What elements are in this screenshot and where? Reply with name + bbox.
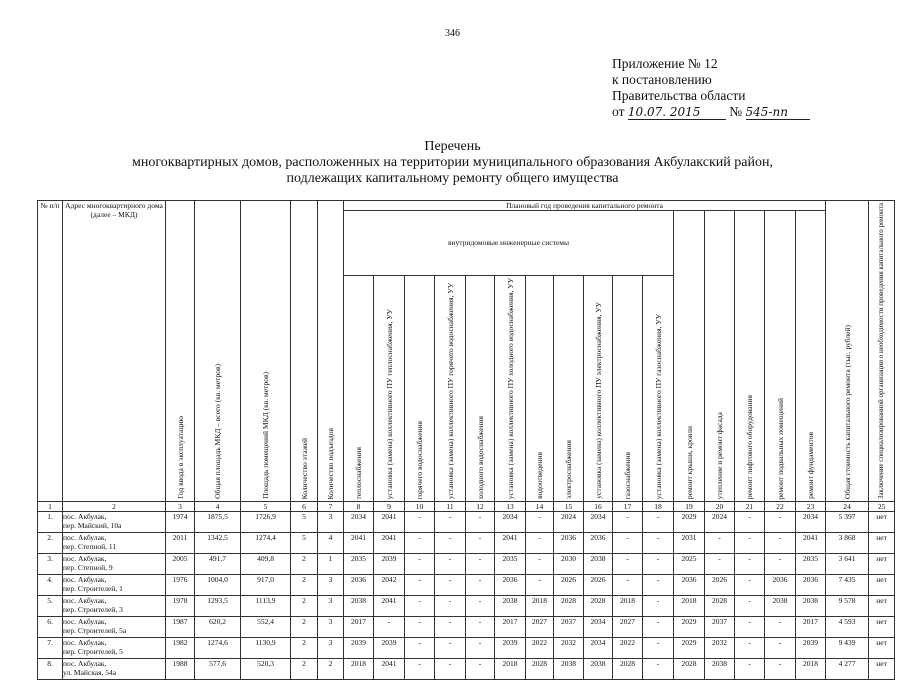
column-number: 10 (405, 502, 435, 512)
table-cell: 2038 (705, 659, 735, 680)
mkd-table (37, 200, 895, 680)
col-header-basement: ремонт подвальных помещений (765, 211, 796, 502)
column-number: 13 (495, 502, 526, 512)
appendix-date-line (612, 104, 810, 120)
table-cell: 2 (291, 659, 318, 680)
table-cell: 3 (318, 617, 344, 638)
table-cell: - (643, 554, 674, 575)
table-cell: 2041 (495, 533, 526, 554)
table-cell: нет (869, 617, 895, 638)
table-cell: 1 (318, 554, 344, 575)
column-number: 22 (765, 502, 796, 512)
table-cell: 2011 (166, 533, 195, 554)
col-header-electricity-meter: установка (замена) коллективного ПУ электроснабжения, УУ (584, 275, 613, 501)
appendix-title: Приложение № 12 (612, 56, 718, 71)
table-cell: 2036 (584, 533, 613, 554)
table-cell: 2025 (674, 554, 705, 575)
column-number: 16 (584, 502, 613, 512)
column-numbers-row (38, 502, 895, 512)
address-street: пер. Степной, 11 (63, 542, 117, 552)
col-header-gas: газоснабжения (613, 275, 643, 501)
table-cell: 2022 (613, 638, 643, 659)
table-cell: 2029 (674, 512, 705, 533)
column-number: 1 (38, 502, 63, 512)
table-cell: 2035 (495, 554, 526, 575)
table-cell: 2039 (495, 638, 526, 659)
table-cell: 2034 (584, 617, 613, 638)
table-cell: - (405, 659, 435, 680)
column-number: 21 (735, 502, 765, 512)
table-cell: - (765, 659, 796, 680)
table-cell: 2036 (495, 575, 526, 596)
table-cell: 2039 (374, 638, 405, 659)
table-cell: - (435, 554, 466, 575)
table-cell: 1875,5 (195, 512, 241, 533)
column-number: 12 (466, 502, 495, 512)
table-cell: 2036 (554, 533, 584, 554)
table-cell: 2017 (796, 617, 826, 638)
table-row (38, 575, 895, 596)
address-street: пер. Строителей, 5 (63, 647, 123, 657)
table-cell: - (466, 638, 495, 659)
table-cell: нет (869, 533, 895, 554)
table-row (38, 596, 895, 617)
table-cell: - (643, 617, 674, 638)
table-cell: 2036 (796, 575, 826, 596)
table-cell: 2038 (344, 596, 374, 617)
address-street: ул. Майская, 54а (63, 668, 117, 678)
col-header-drainage: водоотведения (526, 275, 554, 501)
col-header-hot-water-meter: установка (замена) коллективного ПУ горячего водоснабжения, УУ (435, 275, 466, 501)
table-cell: 552,4 (241, 617, 291, 638)
table-cell: - (526, 512, 554, 533)
table-cell: - (526, 533, 554, 554)
table-cell: 2038 (584, 554, 613, 575)
table-cell: 9 439 (826, 638, 869, 659)
table-cell: 2005 (166, 554, 195, 575)
table-cell: 2 (291, 575, 318, 596)
table-cell: - (466, 659, 495, 680)
table-cell: 2031 (674, 533, 705, 554)
table-cell: 2037 (554, 617, 584, 638)
table-cell: 2039 (796, 638, 826, 659)
doc-title: Перечень (424, 139, 481, 154)
table-cell: 2035 (796, 554, 826, 575)
table-cell: 2041 (374, 596, 405, 617)
table-cell: 1987 (166, 617, 195, 638)
table-cell: 577,6 (195, 659, 241, 680)
doc-subtitle-2: подлежащих капитальному ремонту общего имущества (286, 171, 619, 186)
col-header-heating-meter: установка (замена) коллективного ПУ теплоснабжения, УУ (374, 275, 405, 501)
table-cell: - (735, 596, 765, 617)
table-cell: 2027 (613, 617, 643, 638)
table-cell: - (643, 533, 674, 554)
table-cell: - (735, 617, 765, 638)
table-cell: 2035 (344, 554, 374, 575)
table-cell: - (765, 638, 796, 659)
table-cell: - (735, 512, 765, 533)
row-address (63, 512, 166, 533)
table-cell: 2022 (526, 638, 554, 659)
table-row (38, 533, 895, 554)
column-number: 23 (796, 502, 826, 512)
table-cell: 2039 (374, 554, 405, 575)
table-cell: 2034 (796, 512, 826, 533)
row-address (63, 596, 166, 617)
column-number: 20 (705, 502, 735, 512)
table-cell: нет (869, 638, 895, 659)
table-row (38, 659, 895, 680)
table-cell: 2038 (796, 596, 826, 617)
row-address (63, 575, 166, 596)
table-cell: 1004,0 (195, 575, 241, 596)
table-cell: 491,7 (195, 554, 241, 575)
table-cell: - (405, 617, 435, 638)
table-cell: - (405, 512, 435, 533)
table-cell: 2018 (796, 659, 826, 680)
table-cell: 2028 (674, 659, 705, 680)
row-address (63, 617, 166, 638)
table-cell: 1342,5 (195, 533, 241, 554)
row-number: 6. (38, 617, 63, 638)
table-cell: - (466, 575, 495, 596)
table-cell: - (435, 617, 466, 638)
table-row (38, 617, 895, 638)
col-header-systems: внутридомовые инженерные системы (344, 211, 674, 276)
column-number: 14 (526, 502, 554, 512)
table-cell: - (374, 617, 405, 638)
column-number: 5 (241, 502, 291, 512)
table-cell: 2038 (765, 596, 796, 617)
col-header-year: Год ввода в эксплуатацию (166, 201, 195, 502)
column-number: 18 (643, 502, 674, 512)
table-cell: 620,2 (195, 617, 241, 638)
table-cell: 2 (291, 554, 318, 575)
row-address (63, 659, 166, 680)
table-cell: - (435, 533, 466, 554)
table-cell: 520,3 (241, 659, 291, 680)
table-cell: 1274,6 (195, 638, 241, 659)
appendix-number-sign: № (729, 104, 743, 119)
table-cell: 2024 (554, 512, 584, 533)
address-street: пер. Степной, 9 (63, 563, 113, 573)
table-cell: 2041 (374, 533, 405, 554)
table-cell: 2036 (765, 575, 796, 596)
appendix-resolution: к постановлению (612, 72, 712, 87)
column-number: 4 (195, 502, 241, 512)
table-cell: - (643, 596, 674, 617)
col-header-electricity: электроснабжения (554, 275, 584, 501)
row-address (63, 554, 166, 575)
column-number: 24 (826, 502, 869, 512)
col-header-gas-meter: установка (замена) коллективного ПУ газоснабжения, УУ (643, 275, 674, 501)
doc-subtitle-1: многоквартирных домов, расположенных на территории муниципального образования Акбулакский район, (132, 155, 773, 170)
column-number: 9 (374, 502, 405, 512)
table-cell: 2034 (584, 512, 613, 533)
row-number: 3. (38, 554, 63, 575)
table-cell: - (435, 575, 466, 596)
table-cell: 2029 (674, 617, 705, 638)
row-number: 5. (38, 596, 63, 617)
address-street: пер. Строителей, 5а (63, 626, 127, 636)
table-cell: 2041 (374, 512, 405, 533)
table-cell: 2029 (674, 638, 705, 659)
address-settlement: пос. Акбулак, (63, 659, 107, 669)
table-cell: 2028 (526, 659, 554, 680)
col-header-area-rooms: Площадь помещений МКД (кв. метров) (241, 201, 291, 502)
table-cell: 2034 (344, 512, 374, 533)
table-cell: - (613, 512, 643, 533)
table-row (38, 554, 895, 575)
table-cell: 917,0 (241, 575, 291, 596)
table-cell: 2018 (495, 659, 526, 680)
col-header-floors: Количество этажей (291, 201, 318, 502)
table-row (38, 638, 895, 659)
table-cell: 5 (291, 512, 318, 533)
table-cell: 2034 (584, 638, 613, 659)
address-street: пер. Строителей, 1 (63, 584, 123, 594)
col-header-facade: утепление и ремонт фасада (705, 211, 735, 502)
column-number: 11 (435, 502, 466, 512)
col-header-cold-water: холодного водоснабжения (466, 275, 495, 501)
table-cell: 2024 (705, 512, 735, 533)
address-settlement: пос. Акбулак, (63, 533, 107, 543)
table-cell: - (765, 512, 796, 533)
table-cell: - (643, 638, 674, 659)
table-cell: 2028 (613, 659, 643, 680)
table-cell: 7 435 (826, 575, 869, 596)
row-address (63, 533, 166, 554)
table-cell: 2042 (374, 575, 405, 596)
table-cell: нет (869, 512, 895, 533)
column-number: 2 (63, 502, 166, 512)
col-header-conclusion: Заключение специализированной организации о необходимости проведения капитального ремонта (869, 201, 895, 502)
table-cell: - (466, 533, 495, 554)
table-cell: 1726,9 (241, 512, 291, 533)
address-settlement: пос. Акбулак, (63, 617, 107, 627)
table-cell: 3 (318, 638, 344, 659)
page-number: 346 (445, 28, 460, 39)
table-cell: 3 (318, 512, 344, 533)
table-cell: - (705, 554, 735, 575)
address-street: пер. Майский, 10а (63, 521, 122, 531)
table-cell: - (435, 512, 466, 533)
table-cell: нет (869, 554, 895, 575)
table-cell: - (765, 554, 796, 575)
table-cell: 2036 (674, 575, 705, 596)
row-number: 4. (38, 575, 63, 596)
col-header-foundation: ремонт фундаментов (796, 211, 826, 502)
table-cell: 2038 (584, 659, 613, 680)
column-number: 17 (613, 502, 643, 512)
table-cell: 2039 (344, 638, 374, 659)
table-cell: - (405, 596, 435, 617)
address-settlement: пос. Акбулак, (63, 638, 107, 648)
table-cell: 1982 (166, 638, 195, 659)
address-street: пер. Строителей, 3 (63, 605, 123, 615)
col-header-cold-water-meter: установка (замена) коллективного ПУ холодного водоснабжения, УУ (495, 275, 526, 501)
appendix-date: 10.07. 2015 (628, 106, 726, 120)
table-cell: - (526, 554, 554, 575)
row-number: 8. (38, 659, 63, 680)
table-cell: 1274,4 (241, 533, 291, 554)
table-cell: - (405, 533, 435, 554)
table-cell: - (735, 554, 765, 575)
table-cell: 4 277 (826, 659, 869, 680)
table-cell: - (405, 638, 435, 659)
column-number: 15 (554, 502, 584, 512)
table-cell: 2017 (344, 617, 374, 638)
col-header-entrances: Количество подъездов (318, 201, 344, 502)
table-cell: 1974 (166, 512, 195, 533)
col-header-area-total: Общая площадь МКД – всего (кв. метров) (195, 201, 241, 502)
table-cell: 5 (291, 533, 318, 554)
table-cell: - (405, 575, 435, 596)
table-cell: - (405, 554, 435, 575)
table-cell: - (735, 575, 765, 596)
col-header-address: Адрес многоквартирного дома (далее – МКД) (63, 201, 166, 502)
table-cell: 1988 (166, 659, 195, 680)
appendix-number: 545-пп (746, 106, 810, 120)
table-cell: нет (869, 596, 895, 617)
table-cell: 3 868 (826, 533, 869, 554)
table-cell: 2 (291, 638, 318, 659)
table-cell: 2041 (796, 533, 826, 554)
table-cell: - (613, 533, 643, 554)
table-cell: 2028 (554, 596, 584, 617)
table-cell: 409,8 (241, 554, 291, 575)
table-cell: 2 (291, 596, 318, 617)
table-cell: 2032 (705, 638, 735, 659)
table-cell: - (735, 638, 765, 659)
col-header-cost: Общая стоимость капитального ремонта (тыс. рублей) (826, 201, 869, 502)
table-cell: - (466, 617, 495, 638)
table-cell: 2038 (554, 659, 584, 680)
address-settlement: пос. Акбулак, (63, 575, 107, 585)
table-cell: - (613, 554, 643, 575)
table-cell: 3 (318, 575, 344, 596)
column-number: 19 (674, 502, 705, 512)
table-cell: 1130,9 (241, 638, 291, 659)
column-number: 7 (318, 502, 344, 512)
table-cell: 2018 (344, 659, 374, 680)
table-cell: - (765, 533, 796, 554)
appendix-government: Правительства области (612, 88, 746, 103)
table-cell: 2018 (613, 596, 643, 617)
row-number: 7. (38, 638, 63, 659)
table-cell: 1293,5 (195, 596, 241, 617)
table-cell: - (466, 512, 495, 533)
table-cell: 2028 (705, 596, 735, 617)
column-number: 3 (166, 502, 195, 512)
table-cell: 2037 (705, 617, 735, 638)
table-cell: 2 (318, 659, 344, 680)
table-cell: 2034 (495, 512, 526, 533)
table-cell: 9 578 (826, 596, 869, 617)
column-number: 25 (869, 502, 895, 512)
table-cell: - (735, 659, 765, 680)
table-cell: - (613, 575, 643, 596)
table-cell: 3 (318, 596, 344, 617)
table-cell: 2027 (526, 617, 554, 638)
table-cell: 2032 (554, 638, 584, 659)
appendix-from: от (612, 104, 625, 119)
table-cell: 2017 (495, 617, 526, 638)
table-cell: 2018 (674, 596, 705, 617)
table-cell: - (435, 596, 466, 617)
col-header-roof: ремонт крыши, кровли (674, 211, 705, 502)
col-header-plan: Плановый год проведения капитального ремонта (344, 201, 826, 211)
col-header-lift: ремонт лифтового оборудования (735, 211, 765, 502)
table-cell: 2036 (344, 575, 374, 596)
table-cell: - (735, 533, 765, 554)
table-cell: нет (869, 575, 895, 596)
table-cell: - (435, 638, 466, 659)
column-number: 6 (291, 502, 318, 512)
row-number: 2. (38, 533, 63, 554)
table-cell: 2026 (705, 575, 735, 596)
col-header-heating: теплоснабжения (344, 275, 374, 501)
table-cell: - (643, 575, 674, 596)
table-cell: 4 593 (826, 617, 869, 638)
table-cell: 2038 (495, 596, 526, 617)
table-cell: 1978 (166, 596, 195, 617)
table-cell: 1976 (166, 575, 195, 596)
table-cell: - (466, 554, 495, 575)
table-cell: 2026 (584, 575, 613, 596)
table-cell: 1113,9 (241, 596, 291, 617)
table-cell: 2030 (554, 554, 584, 575)
table-cell: 2026 (554, 575, 584, 596)
address-settlement: пос. Акбулак, (63, 596, 107, 606)
table-cell: 2041 (374, 659, 405, 680)
table-cell: - (765, 617, 796, 638)
table-cell: - (705, 533, 735, 554)
table-cell: 4 (318, 533, 344, 554)
table-cell: - (526, 575, 554, 596)
row-address (63, 638, 166, 659)
table-cell: - (643, 659, 674, 680)
col-header-hot-water: горячего водоснабжения (405, 275, 435, 501)
col-header-num: № п/п (38, 201, 63, 502)
table-cell: - (643, 512, 674, 533)
table-row (38, 512, 895, 533)
column-number: 8 (344, 502, 374, 512)
table-cell: 2041 (344, 533, 374, 554)
address-settlement: пос. Акбулак, (63, 512, 107, 522)
table-cell: - (466, 596, 495, 617)
table-cell: нет (869, 659, 895, 680)
table-cell: 3 641 (826, 554, 869, 575)
address-settlement: пос. Акбулак, (63, 554, 107, 564)
table-cell: 2018 (526, 596, 554, 617)
row-number: 1. (38, 512, 63, 533)
table-cell: 2 (291, 617, 318, 638)
table-cell: - (435, 659, 466, 680)
table-cell: 2028 (584, 596, 613, 617)
table-cell: 5 397 (826, 512, 869, 533)
